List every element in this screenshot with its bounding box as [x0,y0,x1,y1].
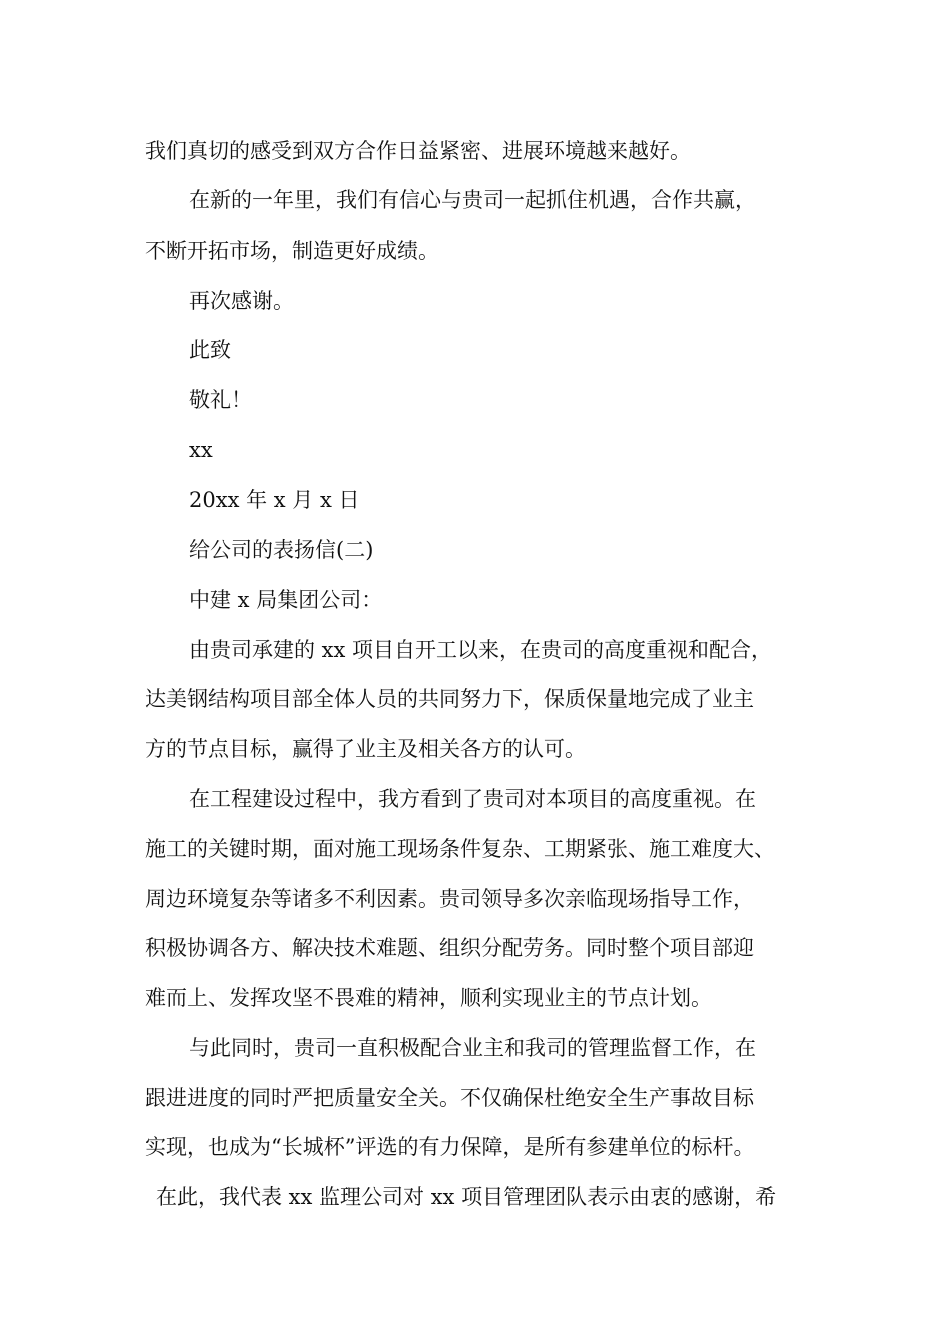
closing-line: 此致 [189,338,231,362]
body-line: 周边环境复杂等诸多不利因素。贵司领导多次亲临现场指导工作， [145,887,754,911]
body-line: 在此，我代表 xx 监理公司对 xx 项目管理团队表示由衷的感谢，希 [156,1185,777,1209]
body-line: 难而上、发挥攻坚不畏难的精神，顺利实现业主的节点计划。 [145,986,712,1010]
signature-line: xx [189,438,213,462]
date-line: 20xx 年 x 月 x 日 [189,488,360,512]
body-line: 达美钢结构项目部全体人员的共同努力下，保质保量地完成了业主 [145,687,754,711]
body-line: 施工的关键时期，面对施工现场条件复杂、工期紧张、施工难度大、 [145,837,775,861]
body-line: 与此同时，贵司一直积极配合业主和我司的管理监督工作，在 [189,1036,756,1060]
body-line: 积极协调各方、解决技术难题、组织分配劳务。同时整个项目部迎 [145,936,754,960]
body-line: 由贵司承建的 xx 项目自开工以来，在贵司的高度重视和配合， [189,638,773,662]
body-line: 再次感谢。 [189,289,294,313]
body-line: 在工程建设过程中，我方看到了贵司对本项目的高度重视。在 [189,787,756,811]
closing-line: 敬礼！ [189,388,252,412]
body-line: 我们真切的感受到双方合作日益紧密、进展环境越来越好。 [145,139,691,163]
body-line: 实现，也成为“长城杯”评选的有力保障，是所有参建单位的标杆。 [145,1135,755,1159]
body-line: 跟进进度的同时严把质量安全关。不仅确保杜绝安全生产事故目标 [145,1086,754,1110]
body-line: 在新的一年里，我们有信心与贵司一起抓住机遇，合作共赢， [189,188,756,212]
body-line: 方的节点目标，赢得了业主及相关各方的认可。 [145,737,586,761]
section-title: 给公司的表扬信(二) [189,538,374,562]
body-line: 不断开拓市场，制造更好成绩。 [145,239,439,263]
salutation-line: 中建 x 局集团公司： [189,588,383,612]
